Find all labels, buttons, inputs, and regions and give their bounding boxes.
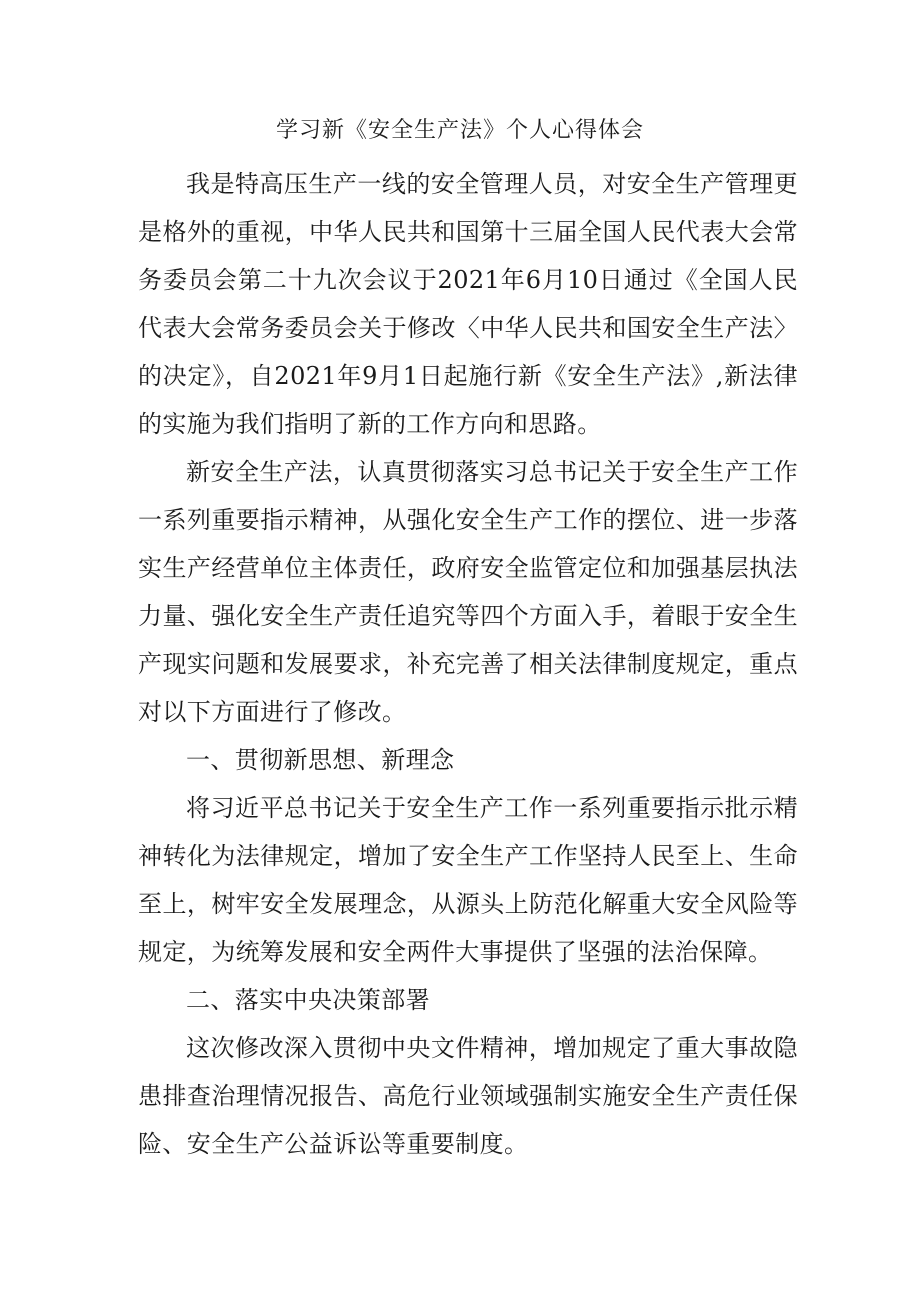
section-heading-2: 二、落实中央决策部署 [186, 986, 430, 1014]
section-heading-1: 一、贯彻新思想、新理念 [186, 746, 455, 774]
overview-paragraph: 新安全生产法，认真贯彻落实习总书记关于安全生产工作一系列重要指示精神，从强化安全生产工作的摆位、进一步落实生产经营单位主体责任，政府安全监管定位和加强基层执法力量、强化安全生产责任追究等四个方面入手，着眼于安全生产现实问题和发展要求，补充完善了相关法律制度规定，重点对以下方面进行了修改。 [138, 458, 798, 726]
intro-paragraph: 我是特高压生产一线的安全管理人员，对安全生产管理更是格外的重视，中华人民共和国第十三届全国人民代表大会常务委员会第二十九次会议于2021年6月10日通过《全国人民代表大会常务委员会关于修改〈中华人民共和国安全生产法〉的决定》，自2021年9月1日起施行新《安全生产法》,新法律的实施为我们指明了新的工作方向和思路。 [138, 170, 798, 438]
document-title: 学习新《安全生产法》个人心得体会 [275, 118, 644, 143]
section-1-paragraph: 将习近平总书记关于安全生产工作一系列重要指示批示精神转化为法律规定，增加了安全生产工作坚持人民至上、生命至上，树牢安全发展理念，从源头上防范化解重大安全风险等规定，为统筹发展和安全两件大事提供了坚强的法治保障。 [138, 794, 798, 966]
section-2-paragraph: 这次修改深入贯彻中央文件精神，增加规定了重大事故隐患排查治理情况报告、高危行业领域强制实施安全生产责任保险、安全生产公益诉讼等重要制度。 [138, 1034, 798, 1158]
document-body [138, 160, 798, 1168]
